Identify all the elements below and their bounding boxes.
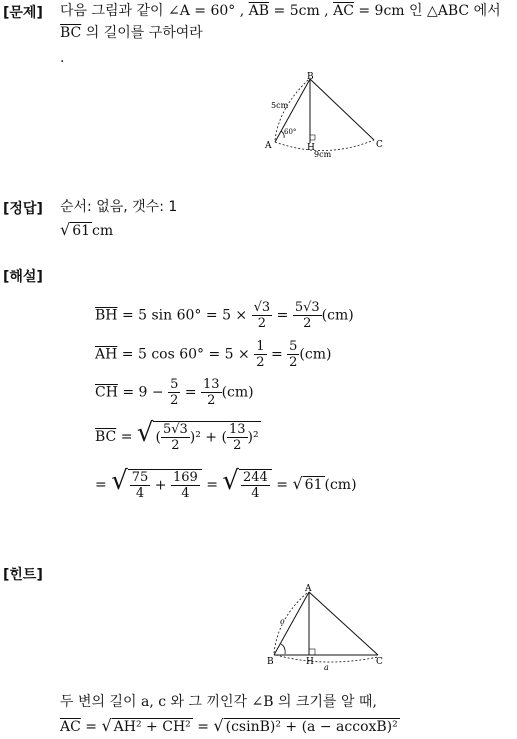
fig2-label-a: A xyxy=(305,584,312,594)
problem-triangle-figure xyxy=(255,68,390,163)
sol1-frac2: $\frac{5√3}{2}$ xyxy=(294,300,320,331)
hint-tag: [힌트] xyxy=(3,567,43,583)
fig2-label-side-c: c xyxy=(280,617,285,626)
hint-line1: 두 변의 길이 a, c 와 그 끼인각 ∠B 의 크기를 알 때, xyxy=(60,694,377,710)
fig2-label-h: H xyxy=(306,657,314,667)
sol2-c: (cm) xyxy=(299,346,332,363)
hint-triangle-figure xyxy=(262,582,392,674)
problem-line1-c: = 9cm 인 △ABC 에서 xyxy=(353,3,501,19)
sol3-frac2: $\frac{13}{2}$ xyxy=(203,377,220,408)
fig1-label-b: B xyxy=(307,72,314,82)
sol4-a: = xyxy=(116,429,137,445)
answer-tag: [정답] xyxy=(3,201,43,217)
hint-seg-ac: $\overline{AC}$ xyxy=(60,719,81,735)
sol3-frac1: $\frac{5}{2}$ xyxy=(170,377,179,408)
fig1-label-a: A xyxy=(265,141,272,151)
problem-dot: . xyxy=(60,50,65,66)
solution-line-result: = √ $\frac{75}{4}$ + $\frac{169}{4}$ = √ $\frac{244}{4}$ = √ 61 (cm) xyxy=(95,466,357,501)
fig1-label-c: C xyxy=(376,140,383,150)
sol5-c: (cm) xyxy=(324,477,357,493)
sol1-b: = xyxy=(272,307,293,324)
solution-tag: [해설] xyxy=(3,269,43,285)
fig1-label-angle: 60° xyxy=(284,128,297,136)
solution-line-bh xyxy=(95,300,354,331)
fig2-label-b: B xyxy=(267,657,274,667)
segment-ac: $\overline{AC}$ xyxy=(333,3,354,19)
fig1-label-h: H xyxy=(307,143,315,153)
fig1-label-ac: 9cm xyxy=(314,150,332,159)
segment-ab: $\overline{AB}$ xyxy=(248,3,270,19)
seg-ah: $\overline{AH}$ xyxy=(95,346,118,363)
solution-line-bc: $\overline{BC}$ = √ ( $\frac{5√3}{2}$ )² + ( $\frac{13}{2}$ )² xyxy=(95,418,259,453)
solution-line-ch xyxy=(95,377,254,408)
problem-line2 xyxy=(60,23,203,43)
problem-line2-rest: 의 길이를 구하여라 xyxy=(81,25,203,41)
sol2-a: = 5 cos 60° = 5 × xyxy=(117,346,255,363)
answer-unit: cm xyxy=(92,223,114,239)
sol5-r: 61 xyxy=(304,477,323,493)
solution-line-ah xyxy=(95,339,331,370)
hint-rad1: AH² + CH² xyxy=(113,719,191,735)
segment-bc: $\overline{BC}$ xyxy=(60,25,82,41)
sol3-c: (cm) xyxy=(221,384,254,401)
hint-rad2: (csinB)² + (a − accoxB)² xyxy=(225,719,398,735)
problem-line1-b: = 5cm , xyxy=(269,3,334,19)
sol1-c: (cm) xyxy=(321,307,354,324)
sol2-b: = xyxy=(266,346,288,363)
sol1-frac1: $\frac{√3}{2}$ xyxy=(253,300,271,331)
sol2-frac1: $\frac{1}{2}$ xyxy=(256,339,265,370)
hint-formula: $\overline{AC}$ = √ AH² + CH² = √ (csinB)² + (a − accoxB)² xyxy=(60,716,398,735)
fig2-label-c: C xyxy=(376,657,383,667)
sol3-a: = 9 − xyxy=(117,384,169,401)
sol2-frac2: $\frac{5}{2}$ xyxy=(289,339,298,370)
sol5-rad1: $\frac{75}{4}$ + $\frac{169}{4}$ xyxy=(128,469,202,501)
seg-ch: $\overline{CH}$ xyxy=(95,384,118,401)
problem-line1 xyxy=(60,1,501,21)
sol5-a: = xyxy=(95,477,112,493)
answer-radicand: 61 xyxy=(72,223,91,239)
problem-line1-a: 다음 그림과 같이 ∠A = 60° , xyxy=(60,3,249,19)
hint-eq1: = xyxy=(80,719,102,735)
fig1-label-ab: 5cm xyxy=(271,101,289,110)
problem-tag: [문제] xyxy=(3,5,43,21)
answer-value: √ 61 cm xyxy=(60,220,114,239)
sol5-rad2: $\frac{244}{4}$ xyxy=(239,469,272,501)
sol3-b: = xyxy=(180,384,202,401)
seg-bh: $\overline{BH}$ xyxy=(95,307,118,324)
sol1-a: = 5 sin 60° = 5 × xyxy=(117,307,252,324)
answer-meta: 순서: 없음, 갯수: 1 xyxy=(60,199,178,215)
hint-eq2: = xyxy=(192,719,214,735)
seg-bc-sol: $\overline{BC}$ xyxy=(95,429,117,445)
fig2-label-side-a: a xyxy=(324,663,329,672)
sol4-radicand: ( $\frac{5√3}{2}$ )² + ( $\frac{13}{2}$ )² xyxy=(155,421,259,453)
